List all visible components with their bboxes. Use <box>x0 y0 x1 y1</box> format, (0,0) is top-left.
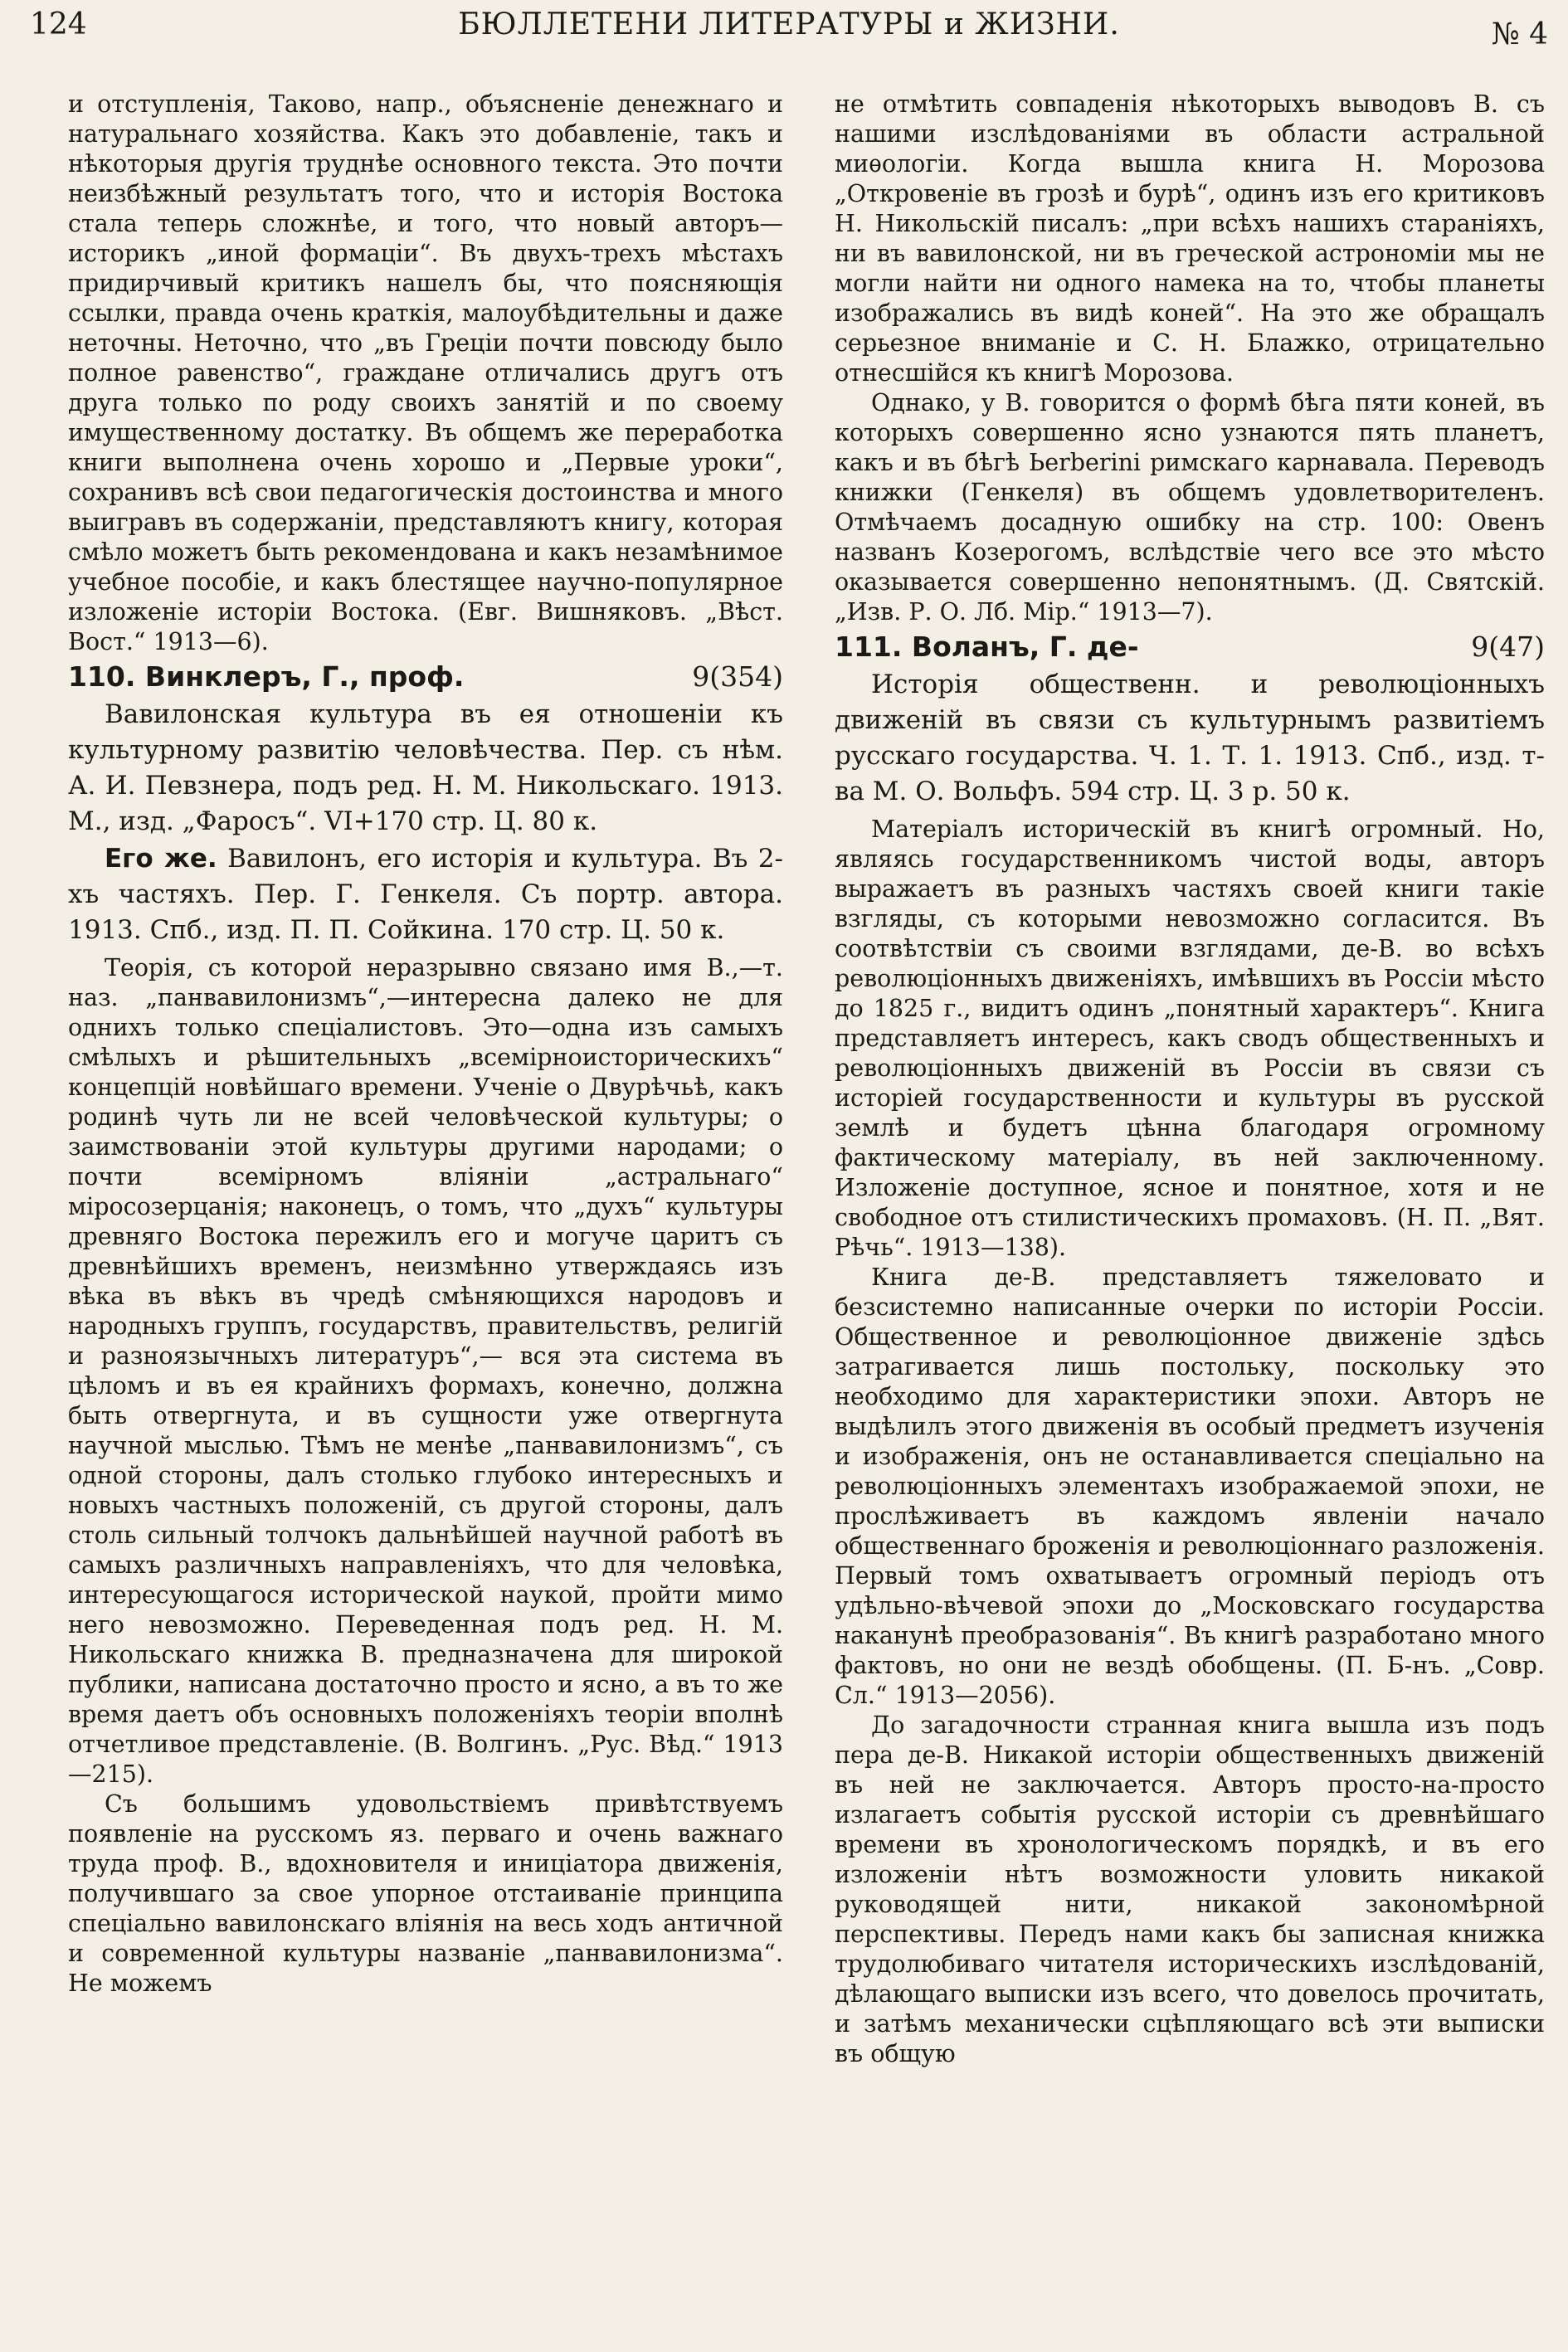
review-paragraph: Книга де-В. представляетъ тяжеловато и безсистемно написанные очерки по исторіи Россіи. Общественное и революціонное движеніе здѣсь затрагивается лишь постольку, поскольку это необходимо для характеристики эпохи. Авторъ не выдѣлилъ этого движенія въ особый предметъ изученія и изображенія, онъ не останавливается спеціально на революціонныхъ элементахъ изображаемой эпохи, не прослѣживаетъ въ каждомъ явленіи начало общественнаго броженія и революціоннаго разложенія. Первый томъ охватываетъ огромный періодъ отъ удѣльно-вѣчевой эпохи до „Московскаго государства наканунѣ преобразованія“. Въ книгѣ разработано много фактовъ, но они не вездѣ обобщены. (П. Б-нъ. „Совр. Сл.“ 1913—2056). <box>835 1264 1545 1709</box>
review-continuation: не отмѣтить совпаденія нѣкоторыхъ выводовъ В. съ нашими изслѣдованіями въ области астральной миѳологіи. Когда вышла книга Н. Морозова „Откровеніе въ грозѣ и бурѣ“, одинъ изъ его критиковъ Н. Никольскій писалъ: „при всѣхъ нашихъ стараніяхъ, ни въ вавилонской, ни въ греческой астрономіи мы не могли найти ни одного намека на то, чтобы планеты изображались въ видѣ коней“. На это же обращалъ серьезное вниманіе и С. Н. Блажко, отрицательно отнесшійся къ книгѣ Морозова. <box>835 90 1545 387</box>
left-column <box>68 90 783 1999</box>
entry-author: Воланъ, Г. де- <box>911 631 1139 663</box>
review-paragraph: Однако, у В. говорится о формѣ бѣга пяти коней, въ которыхъ совершенно ясно узнаются пять планетъ, какъ и въ бѣгѣ Ьerberini римскаго карнавала. Переводъ книжки (Генкеля) въ общемъ удовлетворителенъ. Отмѣчаемъ досадную ошибку на стр. 100: Овенъ названъ Козерогомъ, вслѣдствіе чего все это мѣсто оказывается совершенно непонятнымъ. (Д. Святскій. „Изв. Р. О. Лб. Мір.“ 1913—7). <box>835 389 1545 626</box>
review-continuation: и отступленія, Таково, напр., объясненіе денежнаго и натуральнаго хозяйства. Какъ это добавленіе, такъ и нѣкоторыя другія труднѣе основного текста. Это почти неизбѣжный результатъ того, что и исторія Востока стала теперь сложнѣе, и того, что новый авторъ—историкъ „иной формаціи“. Въ двухъ-трехъ мѣстахъ придирчивый критикъ нашелъ бы, что поясняющія ссылки, правда очень краткія, малоубѣдительны и даже неточны. Неточно, что „въ Греціи почти повсюду было полное равенство“, граждане отличались другъ отъ друга только по роду своихъ занятій и по своему имущественному достатку. Въ общемъ же переработка книги выполнена очень хорошо и „Первые уроки“, сохранивъ всѣ свои педагогическія достоинства и много выигравъ въ содержаніи, представляютъ книгу, которая смѣло можетъ быть рекомендована и какъ незамѣнимое учебное пособіе, и какъ блестящее научно-популярное изложеніе исторіи Востока. (Евг. Вишняковъ. „Вѣст. Вост.“ 1913—6). <box>68 90 783 655</box>
review-paragraph: Съ большимъ удовольствіемъ привѣтствуемъ появленіе на русскомъ яз. перваго и очень важнаго труда проф. В., вдохновителя и иниціатора движенія, получившаго за свое упорное отстаиваніе принципа спеціально вавилонскаго вліянія на весь ходъ античной и современной культуры названіе „панвавилонизма“. Не можемъ <box>68 1790 783 1997</box>
review-paragraph: Теорія, съ которой неразрывно связано имя В.,—т. наз. „панвавилонизмъ“,—интересна далеко не для однихъ только спеціалистовъ. Это—одна изъ самыхъ смѣлыхъ и рѣшительныхъ „всемірноисторическихъ“ концепцій новѣйшаго времени. Ученіе о Двурѣчьѣ, какъ родинѣ чуть ли не всей человѣческой культуры; о заимствованіи этой культуры другими народами; о почти всемірномъ вліяніи „астральнаго“ міросозерцанія; наконецъ, о томъ, что „духъ“ культуры древняго Востока пережилъ его и могуче царитъ съ древнѣйшихъ временъ, неизмѣнно утверждаясь изъ вѣка въ вѣкъ въ чредѣ смѣняющихся народовъ и народныхъ группъ, государствъ, правительствъ, религій и разноязычныхъ литературъ“,— вся эта система въ цѣломъ и въ ея крайнихъ формахъ, конечно, должна быть отвергнута, и въ сущности уже отвергнута научной мыслью. Тѣмъ не менѣе „панвавилонизмъ“, съ одной стороны, далъ столько глубоко интересныхъ и новыхъ частныхъ положеній, съ другой стороны, далъ столь сильный толчокъ дальнѣйшей научной работѣ въ самыхъ различныхъ направленіяхъ, что для человѣка, интересующагося исторической наукой, пройти мимо него невозможно. Переведенная подъ ред. Н. М. Никольскаго книжка В. предназначена для широкой публики, написана достаточно просто и ясно, а въ то же время даетъ объ основныхъ положеніяхъ теоріи вполнѣ отчетливое представленіе. (В. Волгинъ. „Рус. Вѣд.“ 1913—215). <box>68 954 783 1788</box>
right-column <box>835 90 1545 2069</box>
bibliographic-text: Вавилонъ, его исторія и культура. Въ 2-хъ частяхъ. Пер. Г. Генкеля. Съ портр. автора. 1913. Спб., изд. П. П. Сойкина. 170 стр. Ц. 50 к. <box>68 844 783 945</box>
bibliographic-description: Исторія общественн. и революціонныхъ движеній въ связи съ культурнымъ развитіемъ русскаго государства. Ч. 1. Т. 1. 1913. Спб., изд. т-ва М. О. Вольфъ. 594 стр. Ц. 3 р. 50 к. <box>835 670 1545 806</box>
classification-code: 9(47) <box>1471 631 1545 663</box>
review-paragraph: Матеріалъ историческій въ книгѣ огромный. Но, являясь государственникомъ чистой воды, авторъ выражаетъ въ разныхъ частяхъ своей книги такіе взгляды, съ которыми невозможно согласится. Въ соотвѣтствіи съ своими взглядами, де-В. во всѣхъ революціонныхъ движеніяхъ, имѣвшихъ въ Россіи мѣсто до 1825 г., видитъ одинъ „понятный характеръ“. Книга представляетъ интересъ, какъ сводъ общественныхъ и революціонныхъ движеній въ Россіи въ связи съ исторіей государственности и культуры въ русской землѣ и будетъ цѣнна благодаря огромному фактическому матеріалу, въ ней заключенному. Изложеніе доступное, ясное и понятное, хотя и не свободное отъ стилистическихъ промаховъ. (Н. П. „Вят. Рѣчь“. 1913—138). <box>835 816 1545 1261</box>
issue-number: № 4 <box>1491 17 1548 51</box>
entry-author: Винклеръ, Г., проф. <box>144 660 465 693</box>
review-paragraph: До загадочности странная книга вышла изъ подъ пера де-В. Никакой исторіи общественныхъ движеній въ ней не заключается. Авторъ просто-на-просто излагаетъ событія русской исторіи съ древнѣйшаго времени въ хронологическомъ порядкѣ, и въ его изложеніи нѣтъ возможности уловить никакой руководящей нити, никакой закономѣрной перспективы. Передъ нами какъ бы записная книжка трудолюбиваго читателя историческихъ изслѣдованій, дѣлающаго выписки изъ всего, что довелось прочитать, и затѣмъ механически сцѣпляющаго всѣ эти выписки въ общую <box>835 1712 1545 2067</box>
journal-title: БЮЛЛЕТЕНИ ЛИТЕРАТУРЫ и ЖИЗНИ. <box>458 7 1120 41</box>
bibliographic-description: Вавилонская культура въ ея отношеніи къ культурному развитію человѣчества. Пер. съ нѣм. А. И. Певзнера, подъ ред. Н. М. Никольскаго. 1913. М., изд. „Фаросъ“. VI+170 стр. Ц. 80 к. <box>68 699 783 836</box>
same-author-label: Его же. <box>105 844 217 874</box>
bibliographic-description <box>68 841 783 948</box>
classification-code: 9(354) <box>692 660 783 693</box>
page-number: 124 <box>30 7 87 41</box>
entry-number: 110. <box>68 660 136 693</box>
entry-number: 111. <box>835 631 903 663</box>
running-header <box>30 3 1548 51</box>
entry-heading-110 <box>68 659 783 695</box>
entry-heading-111 <box>835 629 1545 665</box>
